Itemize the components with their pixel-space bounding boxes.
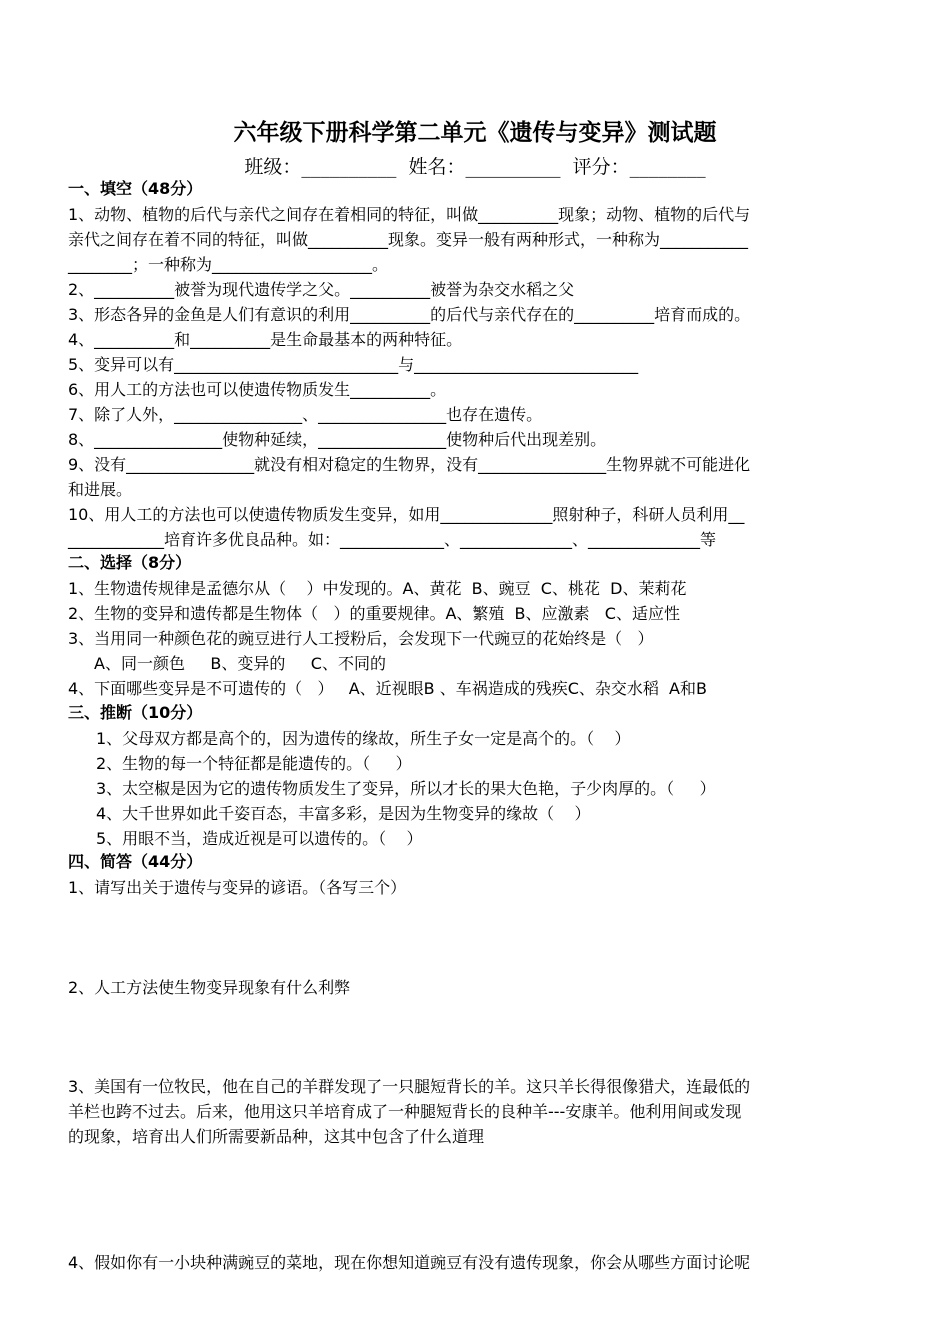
fill-line: 3、形态各异的金鱼是人们有意识的利用__________的后代与亲代存在的__________培育而成的。 — [68, 305, 751, 324]
fill-line: 8、________________使物种延续，________________使物种后代出现差别。 — [68, 430, 607, 449]
fill-line: 9、没有________________就没有相对稳定的生物界，没有________________生物界就不可能进化 — [68, 455, 751, 474]
section-judge-heading: 三、推断（10分） — [68, 703, 203, 722]
choice-line: 4、下面哪些变异是不可遗传的（ ） A、近视眼B 、车祸造成的残疾C、杂交水稻 A和B — [68, 679, 707, 698]
fill-line: ________；一种称为____________________。 — [68, 255, 389, 274]
fill-line: 7、除了人外，________________、________________也存在遗传。 — [68, 405, 543, 424]
fill-line: ____________培育许多优良品种。如：_____________、______________、______________等 — [68, 530, 717, 549]
page-title: 六年级下册科学第二单元《遗传与变异》测试题 — [233, 119, 717, 146]
section-fill-heading: 一、填空（48分） — [68, 179, 203, 198]
short-question-3-line: 3、美国有一位牧民，他在自己的羊群发现了一只腿短背长的羊。这只羊长得很像猎犬，连最低的 — [68, 1077, 751, 1096]
fill-line: 10、用人工的方法也可以使遗传物质发生变异，如用______________照射种子，科研人员利用__ — [68, 505, 745, 524]
short-question-2: 2、人工方法使生物变异现象有什么利弊 — [68, 978, 351, 997]
fill-line: 6、用人工的方法也可以使遗传物质发生__________。 — [68, 380, 447, 399]
choice-line: 2、生物的变异和遗传都是生物体（ ）的重要规律。A、繁殖 B、应激素 C、适应性 — [68, 604, 680, 623]
choice-line: 3、当用同一种颜色花的豌豆进行人工授粉后，会发现下一代豌豆的花始终是（ ） — [68, 629, 654, 648]
fill-line: 2、__________被誉为现代遗传学之父。__________被誉为杂交水稻之父 — [68, 280, 575, 299]
judge-line: 2、生物的每一个特征都是能遗传的。（ ） — [96, 754, 412, 773]
judge-line: 3、太空椒是因为它的遗传物质发生了变异，所以才长的果大色艳，子少肉厚的。（ ） — [96, 779, 716, 798]
section-short-heading: 四、简答（44分） — [68, 852, 203, 871]
fill-line: 亲代之间存在着不同的特征，叫做__________现象。变异一般有两种形式，一种称为___________ — [68, 230, 749, 249]
judge-line: 5、用眼不当，造成近视是可以遗传的。（ ） — [96, 829, 423, 848]
judge-line: 1、父母双方都是高个的，因为遗传的缘故，所生子女一定是高个的。（ ） — [96, 729, 631, 748]
judge-line: 4、大千世界如此千姿百态，丰富多彩，是因为生物变异的缘故（ ） — [96, 804, 591, 823]
short-question-1: 1、请写出关于遗传与变异的谚语。（各写三个） — [68, 878, 407, 897]
choice-options: A、同一颜色 B、变异的 C、不同的 — [94, 654, 386, 673]
fill-line: 1、动物、植物的后代与亲代之间存在着相同的特征，叫做__________现象；动物、植物的后代与 — [68, 205, 751, 224]
short-question-3-line: 的现象，培育出人们所需要新品种，这其中包含了什么道理 — [68, 1127, 485, 1146]
section-choice-heading: 二、选择（8分） — [68, 553, 192, 572]
fill-line: 和进展。 — [68, 480, 133, 499]
choice-line: 1、生物遗传规律是孟德尔从（ ）中发现的。A、黄花 B、豌豆 C、桃花 D、茉莉花 — [68, 579, 687, 598]
fill-line: 4、__________和__________是生命最基本的两种特征。 — [68, 330, 463, 349]
short-question-3-line: 羊栏也跨不过去。后来，他用这只羊培育成了一种腿短背长的良种羊---安康羊。他利用间或发现 — [68, 1102, 742, 1121]
student-info-line: 班级：__________ 姓名：__________ 评分：________ — [244, 156, 706, 178]
short-question-4: 4、假如你有一小块种满豌豆的菜地，现在你想知道豌豆有没有遗传现象，你会从哪些方面讨论呢 — [68, 1253, 751, 1272]
fill-line: 5、变异可以有____________________________与____________________________ — [68, 355, 639, 374]
